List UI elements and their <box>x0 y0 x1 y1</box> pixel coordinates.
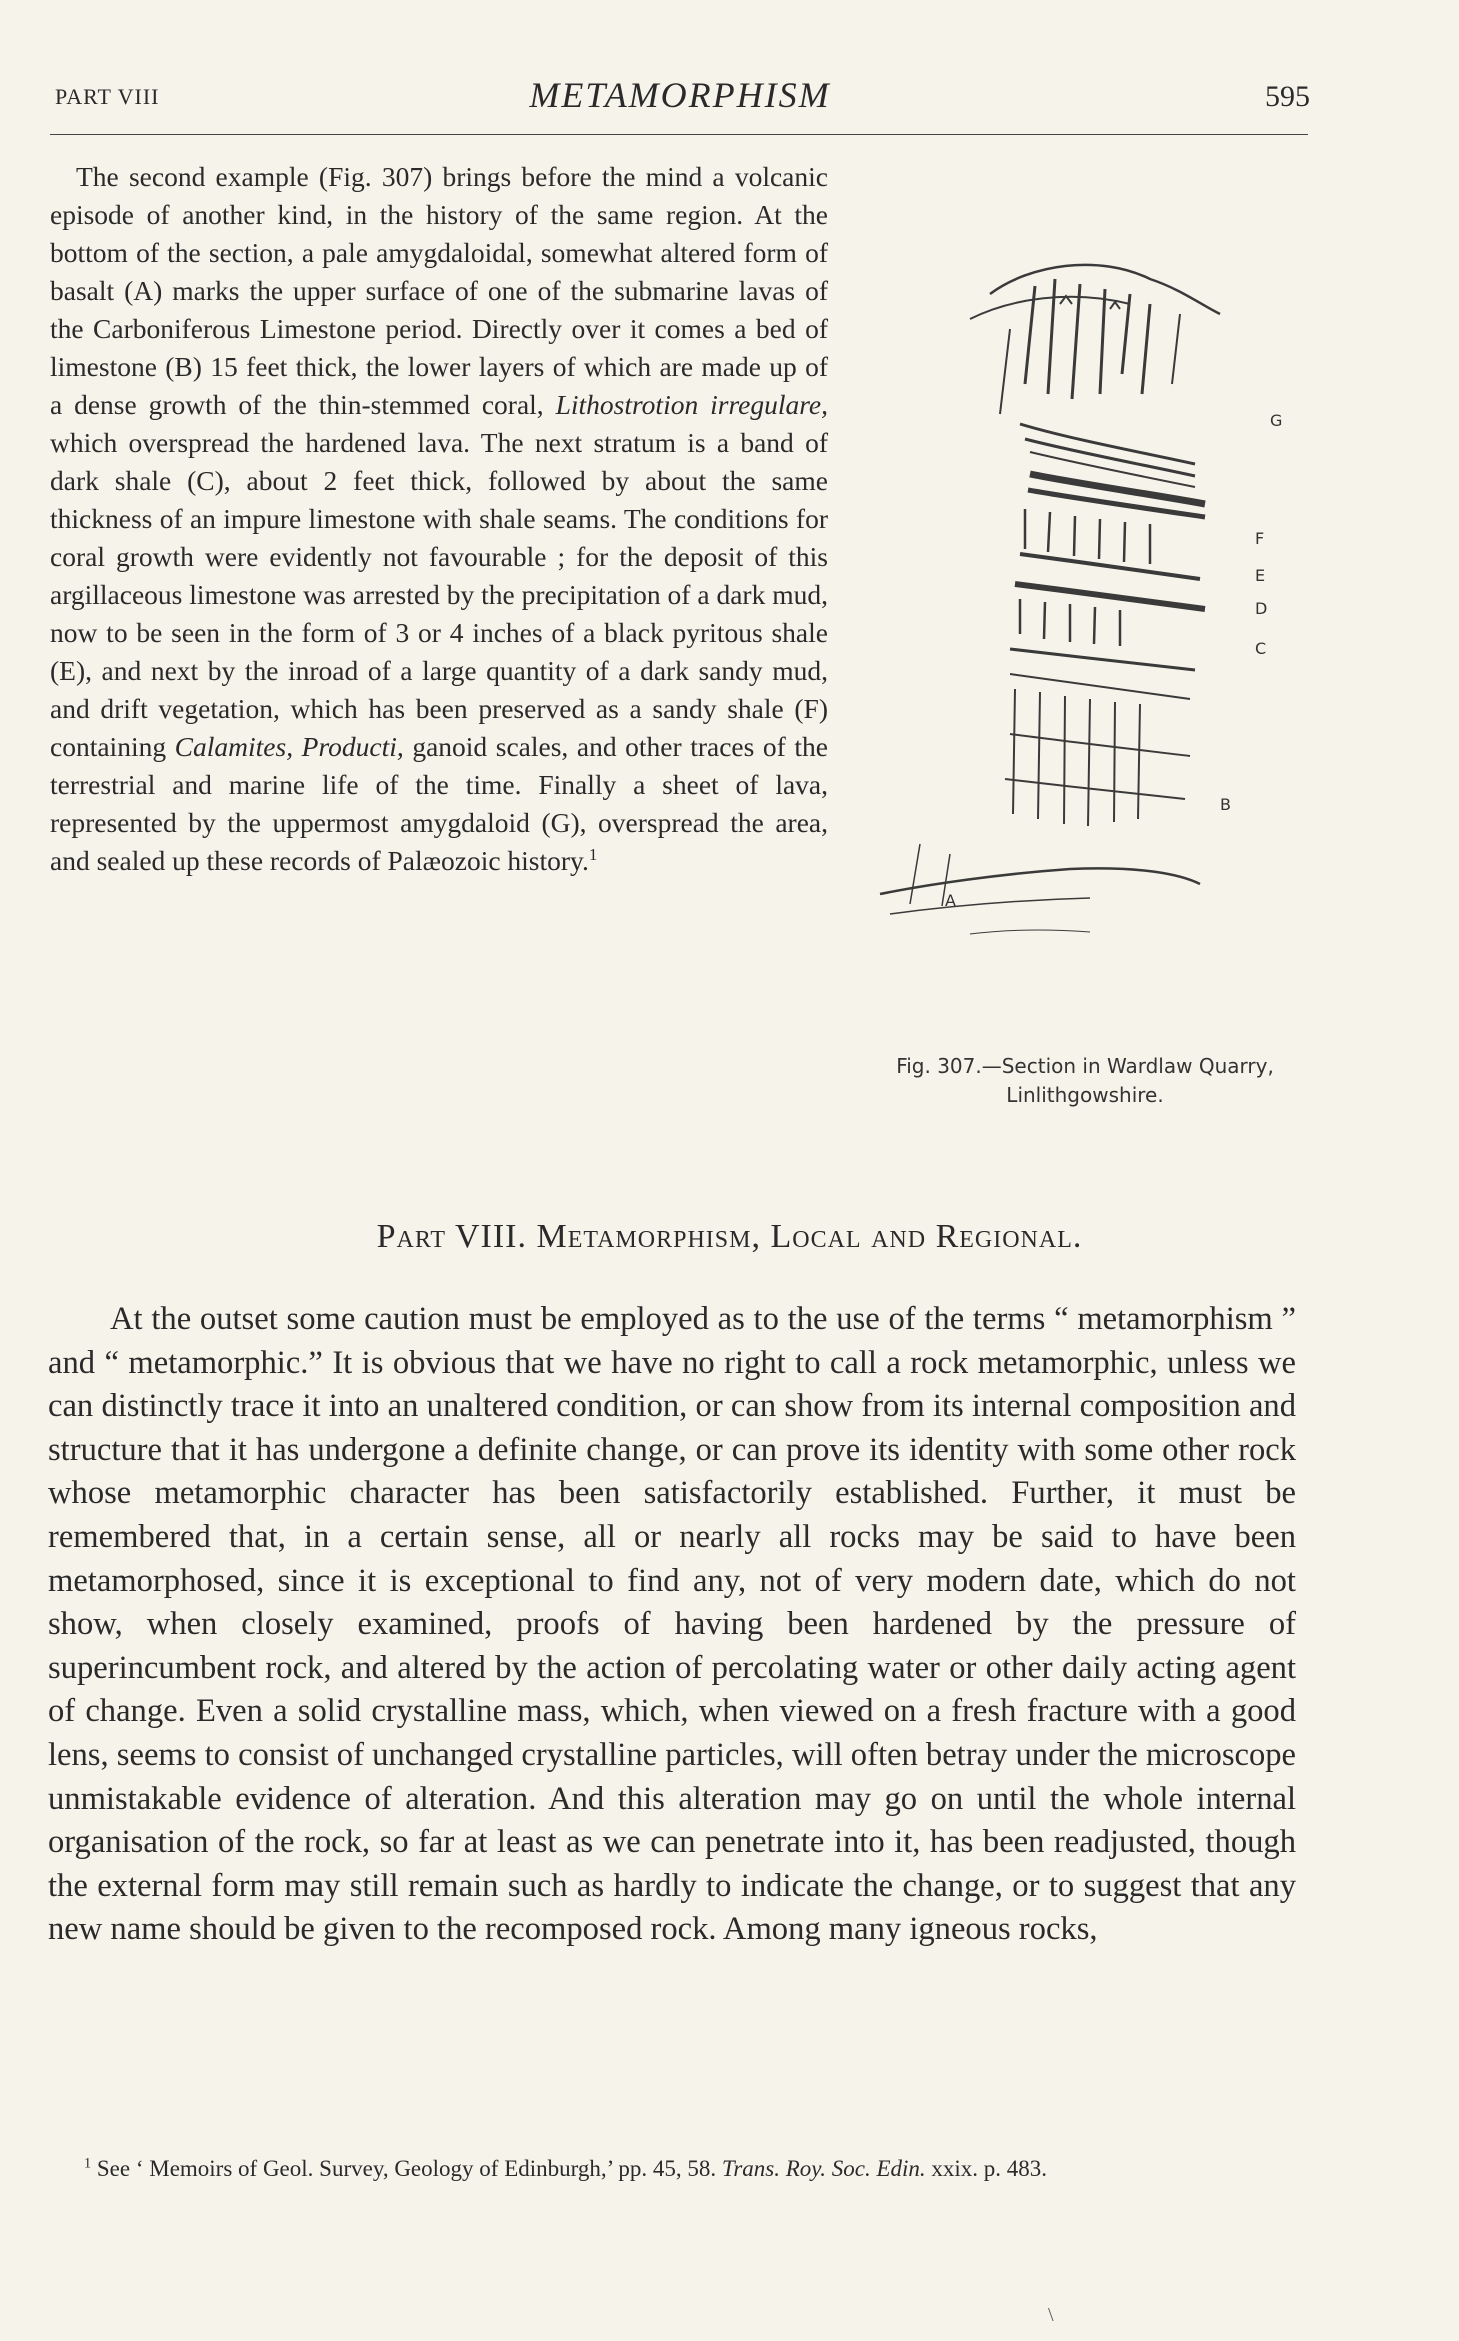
intro-text-a: The second example (Fig. 307) brings before the mind a volcanic episode of another kind, in the history of the same region. At the bottom of the section, a pale amygdaloidal, somewhat altered form of basalt (A) marks the upper surface of one of the submarine lavas of the Carboniferous Limestone period. Directly over it comes a bed of limestone (B) 15 feet thick, the lower layers of which are made up of a dense growth of the thin-stemmed coral, <box>50 161 828 420</box>
coral-name: Lithostrotion irregulare, <box>555 389 828 420</box>
label-e: E <box>1255 566 1266 585</box>
section-heading: Part VIII. Metamorphism, Local and Regional. <box>376 1218 1083 1255</box>
label-b: B <box>1220 795 1231 814</box>
body-paragraph: At the outset some caution must be employed as to the use of the terms “ metamorphism ” and “ metamorphic.” It is obvious that we have no right to call a rock metamorphic, unless we can distinctly trace it into an unaltered condition, or can show from its internal composition and structure that it has undergone a definite change, or can prove its identity with some other rock whose metamorphic character has been satisfactorily established. Further, it must be remembered that, in a certain sense, all or nearly all rocks may be said to have been metamorphosed, since it is exceptional to find any, not of very modern date, which do not show, when closely examined, proofs of having been hardened by the pressure of superincumbent rock, and altered by the action of percolating water or other daily acting agent of change. Even a solid crystalline mass, which, when viewed on a fresh fracture with a good lens, seems to consist of unchanged crystalline particles, will often betray under the microscope unmistakable evidence of alteration. And this alteration may go on until the whole internal organisation of the rock, so far at least as we can penetrate into it, has been readjusted, though the external form may still remain such as hardly to indicate the change, or to suggest that any new name should be given to the recomposed rock. Among many igneous rocks, <box>48 1301 1296 1948</box>
running-head-title: METAMORPHISM <box>529 75 831 115</box>
footnote-text-b: xxix. p. 483. <box>925 2156 1048 2181</box>
header-rule <box>50 134 1308 135</box>
figure-307 <box>850 194 1320 1132</box>
footnote-text-a: See ‘ Memoirs of Geol. Survey, Geology of Edinburgh,’ pp. 45, 58. <box>91 2156 722 2181</box>
diagram-strata <box>880 265 1220 934</box>
label-f: F <box>1255 529 1265 548</box>
footnote-marker: 1 <box>84 2155 92 2172</box>
label-g: G <box>1270 411 1283 430</box>
stray-mark: \ <box>1048 2304 1054 2326</box>
intro-text-c: ganoid scales, and other traces of the terrestrial and marine life of the time. Finally a sheet of lava, represented by the uppermost amygdaloid (G), overspread the area, and sealed up these records of Palæozoic history. <box>50 731 828 876</box>
fossil-names: Calamites, Producti, <box>174 731 404 762</box>
intro-text-b: which overspread the hardened lava. The next stratum is a band of dark shale (C), about 2 feet thick, followed by about the same thickness of an impure limestone with shale seams. The conditions for coral growth were evidently not favourable ; for the deposit of this argillaceous limestone was arrested by the precipitation of a dark mud, now to be seen in the form of 3 or 4 inches of a black pyritous shale (E), and next by the inroad of a large quantity of a dark sandy mud, and drift vegetation, which has been preserved as a sandy shale (F) containing <box>50 427 828 762</box>
figure-caption <box>850 1052 1320 1110</box>
caption-line-1: Fig. 307.—Section in Wardlaw Quarry, <box>896 1054 1274 1078</box>
footnote <box>48 2152 1298 2186</box>
label-a: A <box>945 891 956 910</box>
body-text <box>48 1298 1296 1952</box>
label-c: C <box>1255 639 1267 658</box>
caption-line-2: Linlithgowshire. <box>1006 1083 1164 1107</box>
intro-section <box>50 158 1310 1132</box>
running-head-part: PART VIII <box>55 84 160 109</box>
section-diagram <box>850 194 1320 1044</box>
page-number: 595 <box>1265 80 1310 113</box>
running-head <box>55 74 1310 115</box>
footnote-journal: Trans. Roy. Soc. Edin. <box>721 2156 926 2181</box>
footnote-ref: 1 <box>588 844 598 864</box>
label-d: D <box>1255 599 1268 618</box>
